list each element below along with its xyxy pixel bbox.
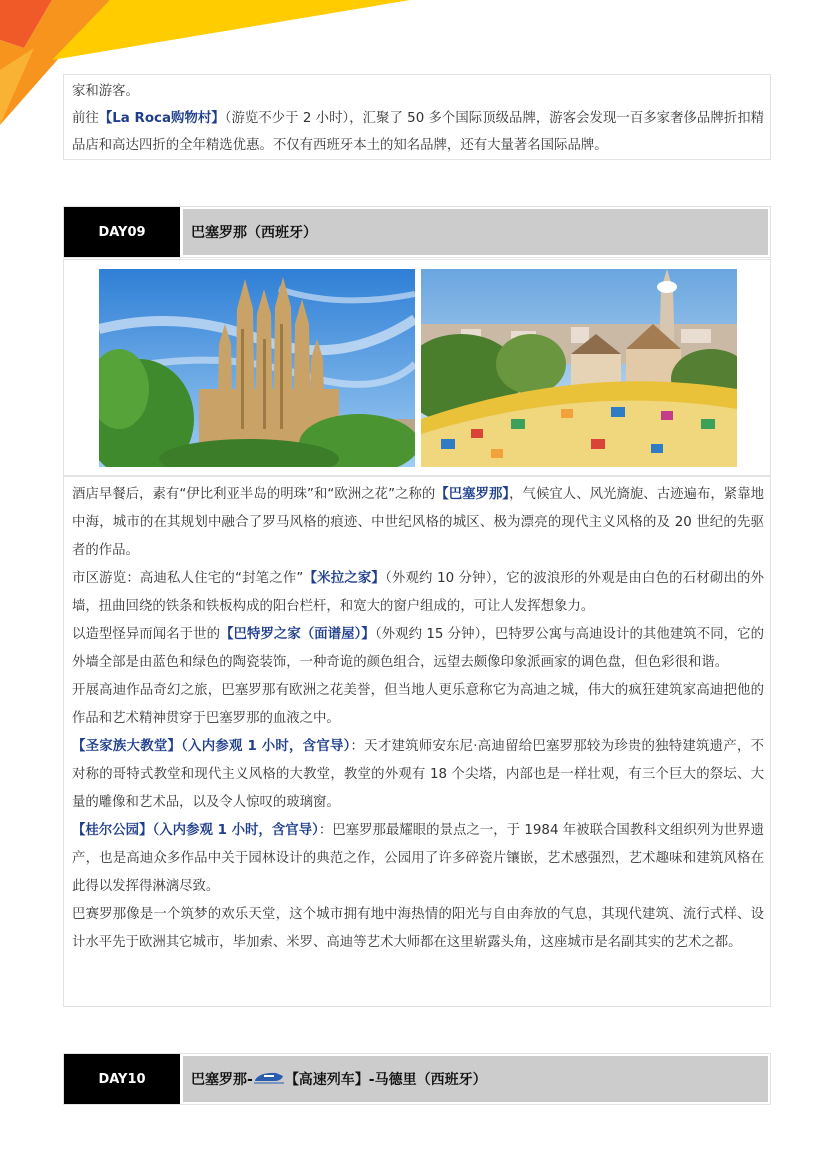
day09-paragraph-7: 巴赛罗那像是一个筑梦的欢乐天堂，这个城市拥有地中海热情的阳光与自由奔放的气息，其现代建筑、流行式样、设计水平先于欧洲其它城市，毕加索、米罗、高迪等艺术大师都在这里崭露头角，这座城市是名副其实的艺术之都。 [72,907,764,950]
day09-paragraph-4: 开展高迪作品奇幻之旅，巴塞罗那有欧洲之花美誉，但当地人更乐意称它为高迪之城，伟大的疯狂建筑家高迪把他的作品和艺术精神贯穿于巴塞罗那的血液之中。 [72,683,764,726]
day09-text [64,477,770,957]
barcelona-highlight: 【巴塞罗那】 [435,487,510,502]
p2-pre: 市区游览：高迪私人住宅的“封笔之作” [72,571,304,586]
top-text-box [63,74,771,160]
day10-title [183,1056,768,1102]
top-line-1: 家和游客。 [72,84,139,99]
p2-post: （外观约 10 分钟），它的波浪形的外观是由白色的石材砌出的外墙，扭曲回绕的铁条和铁板构成的阳台栏杆，和宽大的窗户组成的，可让人发挥想象力。 [72,571,765,614]
top-line-2-post: （游览不少于 2 小时），汇聚了 50 多个国际顶级品牌，游客会发现一百多家奢侈品牌折扣精品店和高达四折的全年精选优惠。不仅有西班牙本土的知名品牌，还有大量著名国际品牌。 [72,111,765,153]
day09-photos [63,259,771,476]
p3-post: （外观约 15 分钟），巴特罗公寓与高迪设计的其他建筑不同，它的外墙全部是由蓝色和绿色的陶瓷装饰，一种奇诡的颜色组合，远望去颇像印象派画家的调色盘，但色彩很和谐。 [72,627,764,670]
day10-title-pre: 巴塞罗那- [191,1072,253,1088]
casa-mila-highlight: 【米拉之家】 [303,571,386,586]
sagrada-familia-photo [99,269,415,467]
top-line-2 [72,105,764,159]
day10-title-post: 【高速列车】-马德里（西班牙） [284,1072,487,1088]
casa-batllo-highlight: 【巴特罗之家（面谱屋）】 [220,627,375,642]
p1-post: ，气候宜人、风光旖旎、古迹遍布，紧靠地中海，城市的在其规划中融合了罗马风格的痕迹、中世纪风格的城区、极为漂亮的现代主义风格的及 20 世纪的先驱者的作品。 [72,487,765,558]
top-line-2-pre: 前往 [72,111,99,126]
day09-paragraph-2 [72,565,764,621]
day10-header [63,1053,771,1105]
day09-label: DAY09 [64,207,180,257]
p6-post: ：巴塞罗那最耀眼的景点之一，于 1984 年被联合国教科文组织列为世界遗产，也是高迪众多作品中关于园林设计的典范之作，公园用了许多碎瓷片镶嵌，艺术感强烈，艺术趣味和建筑风格在此得以发挥得淋漓尽致。 [72,823,764,894]
park-guell-highlight: 【桂尔公园】（入内参观 1 小时，含官导） [72,823,319,838]
train-icon [254,1070,284,1088]
p3-pre: 以造型怪异而闻名于世的 [72,627,221,642]
p5-post: ：天才建筑师安东尼·高迪留给巴塞罗那较为珍贵的独特建筑遗产，不对称的哥特式教堂和现代主义风格的大教堂，教堂的外观有 18 个尖塔，内部也是一样壮观，有三个巨大的祭坛、大量的雕像和艺术品，以及令人惊叹的玻璃窗。 [72,739,764,810]
day09-paragraph-1 [72,481,764,565]
la-roca-link: 【La Roca购物村】 [98,111,225,126]
p1-pre: 酒店早餐后，素有“伊比利亚半岛的明珠”和“欧洲之花”之称的 [72,487,436,502]
day09-paragraph-5 [72,733,764,817]
day09-paragraph-6 [72,817,764,901]
day09-title: 巴塞罗那（西班牙） [183,209,768,255]
day10-label: DAY10 [64,1054,180,1104]
sagrada-familia-highlight: 【圣家族大教堂】（入内参观 1 小时，含官导） [72,739,351,754]
top-text [64,75,770,159]
day09-body [63,476,771,1007]
park-guell-photo [421,269,737,467]
day09-header [63,206,771,258]
day09-paragraph-3 [72,621,764,677]
